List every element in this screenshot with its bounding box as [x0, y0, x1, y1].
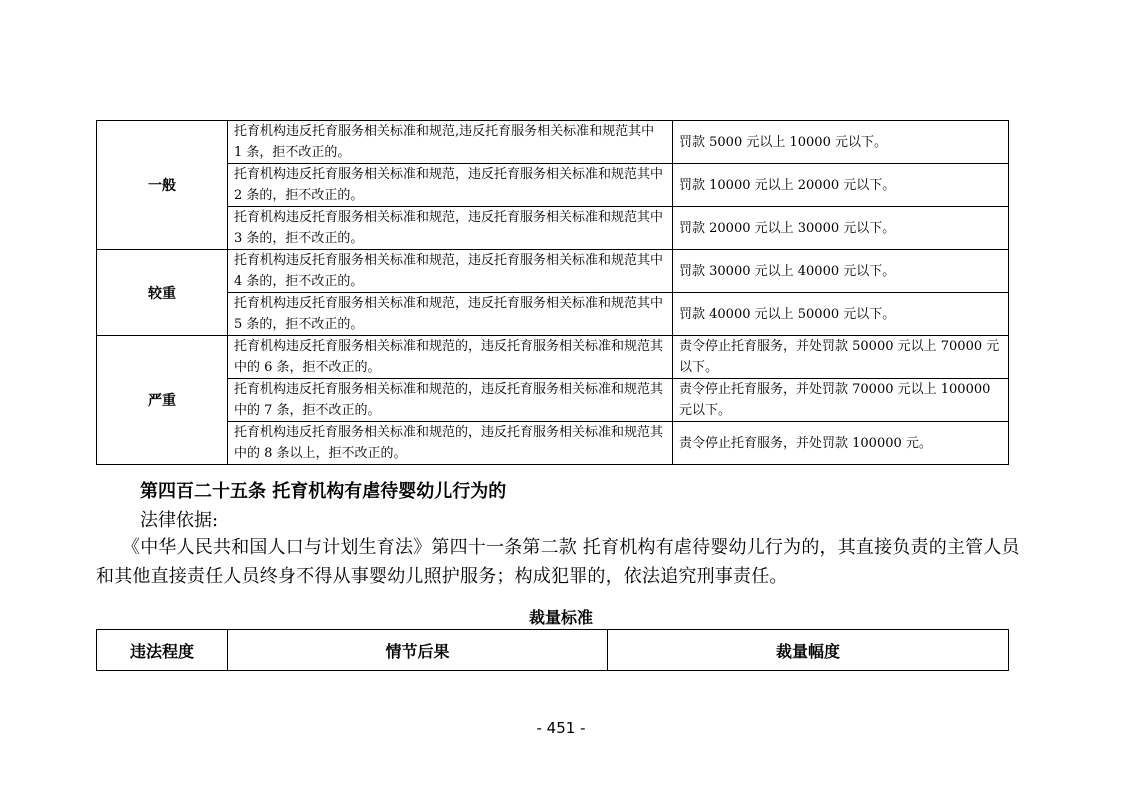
penalty-cell: 罚款 10000 元以上 20000 元以下。	[673, 164, 1009, 207]
severity-level-cell: 一般	[97, 121, 228, 250]
penalty-cell: 罚款 40000 元以上 50000 元以下。	[673, 293, 1009, 336]
table-row	[97, 336, 1009, 379]
severity-level-cell: 严重	[97, 336, 228, 465]
circumstance-cell: 托育机构违反托育服务相关标准和规范，违反托育服务相关标准和规范其中 5 条的，拒不改正的。	[228, 293, 673, 336]
legal-basis-text: 《中华人民共和国人口与计划生育法》第四十一条第二款 托育机构有虐待婴幼儿行为的，其直接负责的主管人员和其他直接责任人员终身不得从事婴幼儿照护服务；构成犯罪的，依法追究刑事责任。	[96, 537, 1020, 587]
penalty-cell: 责令停止托育服务，并处罚款 70000 元以上 100000 元以下。	[673, 379, 1009, 422]
table-row	[97, 379, 1009, 422]
circumstance-cell: 托育机构违反托育服务相关标准和规范，违反托育服务相关标准和规范其中 4 条的，拒不改正的。	[228, 250, 673, 293]
header-violation-degree: 违法程度	[97, 630, 228, 671]
penalty-cell: 责令停止托育服务，并处罚款 50000 元以上 70000 元以下。	[673, 336, 1009, 379]
circumstance-cell: 托育机构违反托育服务相关标准和规范,违反托育服务相关标准和规范其中 1 条，拒不改正的。	[228, 121, 673, 164]
table-row	[97, 207, 1009, 250]
table-row	[97, 164, 1009, 207]
discretion-standard-title: 裁量标准	[528, 608, 593, 627]
circumstance-cell: 托育机构违反托育服务相关标准和规范，违反托育服务相关标准和规范其中 2 条的，拒不改正的。	[228, 164, 673, 207]
severity-level-cell: 较重	[97, 250, 228, 336]
penalty-cell: 罚款 5000 元以上 10000 元以下。	[673, 121, 1009, 164]
circumstance-cell: 托育机构违反托育服务相关标准和规范，违反托育服务相关标准和规范其中 3 条的，拒不改正的。	[228, 207, 673, 250]
penalty-cell: 罚款 20000 元以上 30000 元以下。	[673, 207, 1009, 250]
header-penalty-range: 裁量幅度	[608, 630, 1009, 671]
circumstance-cell: 托育机构违反托育服务相关标准和规范的，违反托育服务相关标准和规范其中的 6 条，拒不改正的。	[228, 336, 673, 379]
circumstance-cell: 托育机构违反托育服务相关标准和规范的，违反托育服务相关标准和规范其中的 8 条以上，拒不改正的。	[228, 422, 673, 465]
legal-basis-label: 法律依据:	[140, 510, 219, 531]
table-header-row	[97, 630, 1009, 671]
page-number: - 451 -	[536, 719, 586, 737]
article-heading: 第四百二十五条 托育机构有虐待婴幼儿行为的	[140, 481, 507, 502]
table-row	[97, 422, 1009, 465]
penalty-cell: 责令停止托育服务，并处罚款 100000 元。	[673, 422, 1009, 465]
table-row	[97, 293, 1009, 336]
table-row	[97, 250, 1009, 293]
penalty-table-continued	[96, 120, 1009, 465]
header-circumstance: 情节后果	[228, 630, 608, 671]
table-row	[97, 121, 1009, 164]
discretion-standard-table	[96, 629, 1009, 671]
circumstance-cell: 托育机构违反托育服务相关标准和规范的，违反托育服务相关标准和规范其中的 7 条，拒不改正的。	[228, 379, 673, 422]
penalty-cell: 罚款 30000 元以上 40000 元以下。	[673, 250, 1009, 293]
